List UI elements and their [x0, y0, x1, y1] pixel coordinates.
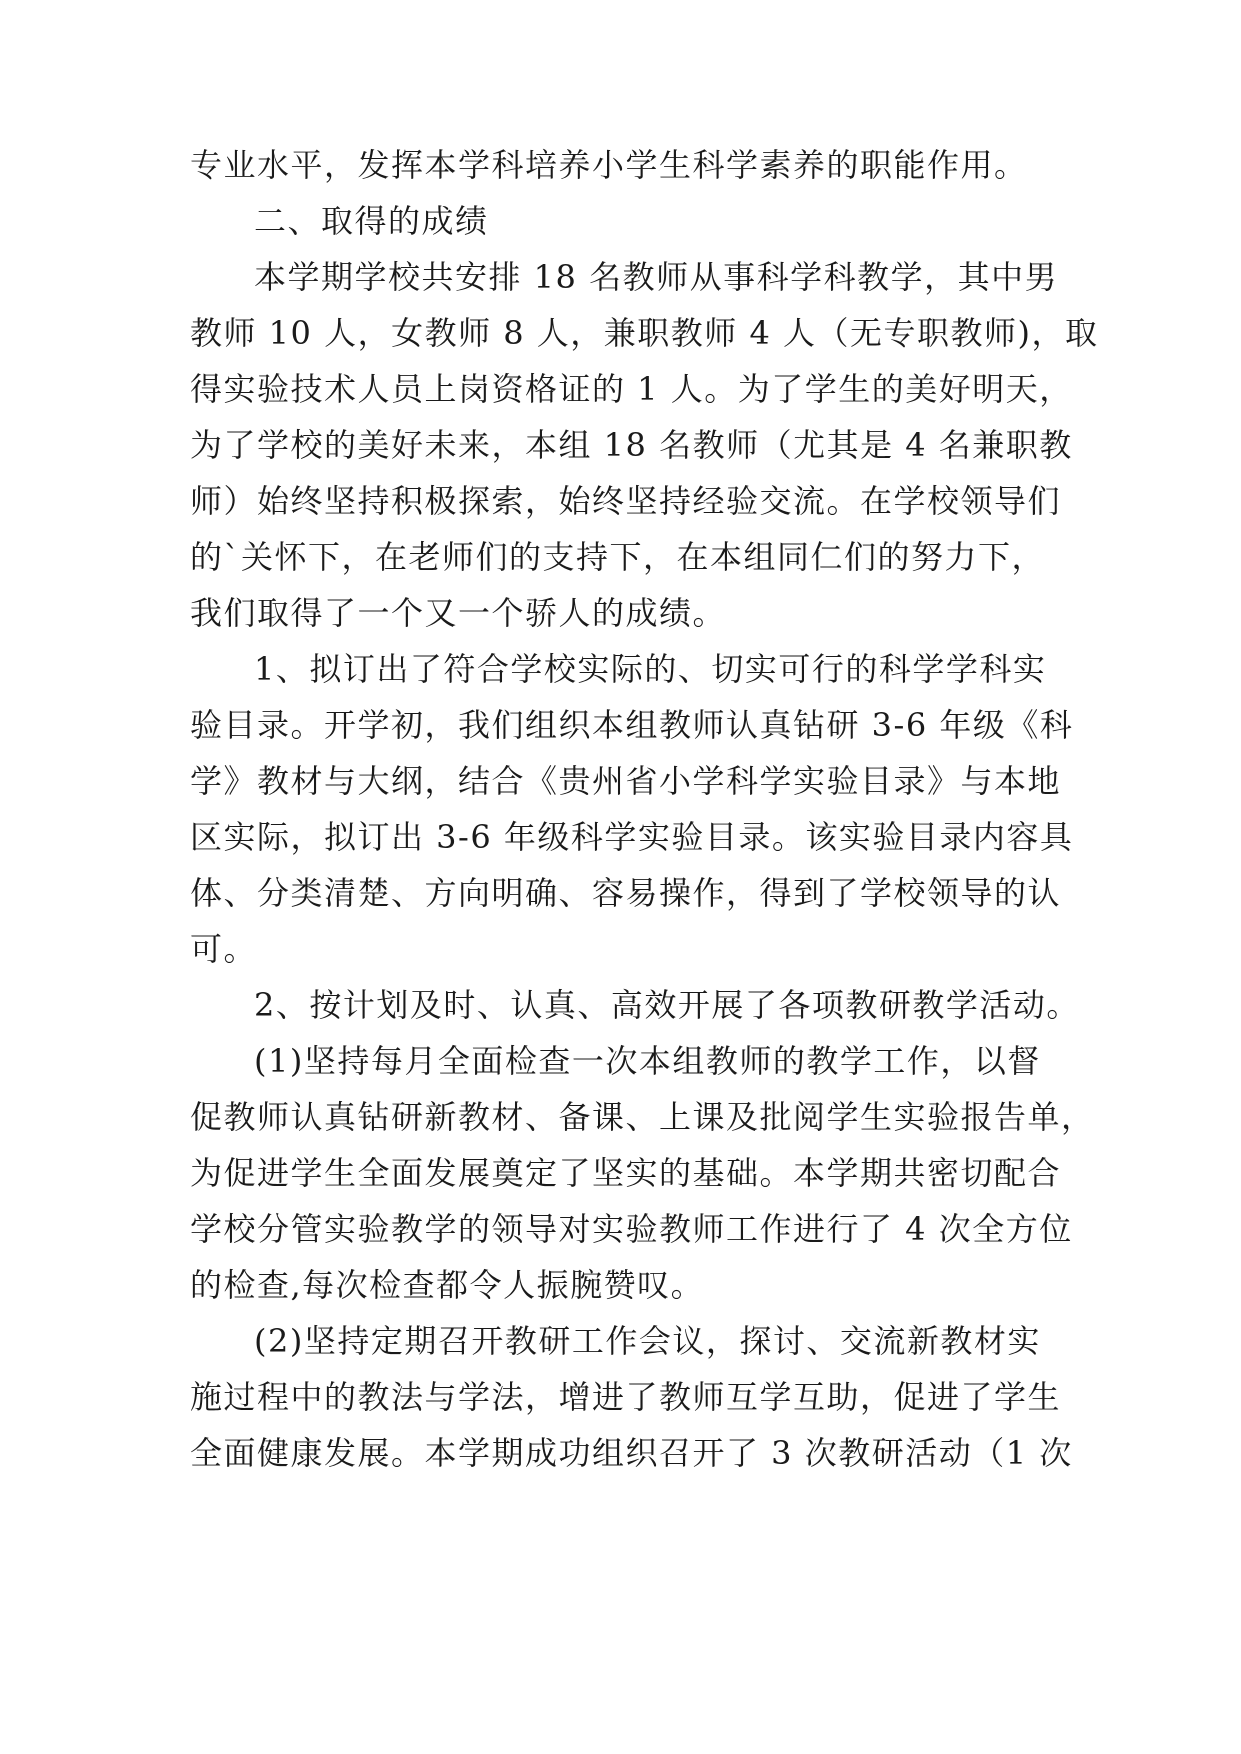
text-line: (2)坚持定期召开教研工作会议，探讨、交流新教材实 [254, 1322, 1041, 1360]
text-line: 验目录。开学初，我们组织本组教师认真钻研 3-6 年级《科 [190, 706, 1074, 744]
text-line: 师）始终坚持积极探索，始终坚持经验交流。在学校领导们 [190, 482, 1062, 520]
text-line: 区实际，拟订出 3-6 年级科学实验目录。该实验目录内容具 [190, 818, 1074, 856]
text-line: 教师 10 人，女教师 8 人，兼职教师 4 人（无专职教师)，取 [190, 314, 1099, 352]
text-line: 得实验技术人员上岗资格证的 1 人。为了学生的美好明天， [190, 370, 1073, 408]
text-line: 2、按计划及时、认真、高效开展了各项教研教学活动。 [254, 986, 1080, 1024]
text-line: 的检查,每次检查都令人振腕赞叹。 [190, 1266, 705, 1304]
text-line: 体、分类清楚、方向明确、容易操作，得到了学校领导的认 [190, 874, 1062, 912]
section-heading: 二、取得的成绩 [254, 202, 489, 240]
text-line: 可。 [190, 930, 258, 968]
text-line: 学校分管实验教学的领导对实验教师工作进行了 4 次全方位 [190, 1210, 1073, 1248]
text-line: 学》教材与大纲，结合《贵州省小学科学实验目录》与本地 [190, 762, 1062, 800]
text-line: 1、拟订出了符合学校实际的、切实可行的科学学科实 [254, 650, 1047, 688]
text-line: 施过程中的教法与学法，增进了教师互学互助，促进了学生 [190, 1378, 1062, 1416]
text-line: 为促进学生全面发展奠定了坚实的基础。本学期共密切配合 [190, 1154, 1062, 1192]
text-line: (1)坚持每月全面检查一次本组教师的教学工作，以督 [254, 1042, 1041, 1080]
text-line: 本学期学校共安排 18 名教师从事科学科教学，其中男 [254, 258, 1059, 296]
text-line: 全面健康发展。本学期成功组织召开了 3 次教研活动（1 次 [190, 1434, 1073, 1472]
text-line: 我们取得了一个又一个骄人的成绩。 [190, 594, 727, 632]
text-line: 促教师认真钻研新教材、备课、上课及批阅学生实验报告单， [190, 1098, 1095, 1136]
text-line: 专业水平，发挥本学科培养小学生科学素养的职能作用。 [190, 146, 1028, 184]
text-line: 的`关怀下，在老师们的支持下，在本组同仁们的努力下， [190, 538, 1046, 576]
text-line: 为了学校的美好未来，本组 18 名教师（尤其是 4 名兼职教 [190, 426, 1073, 464]
